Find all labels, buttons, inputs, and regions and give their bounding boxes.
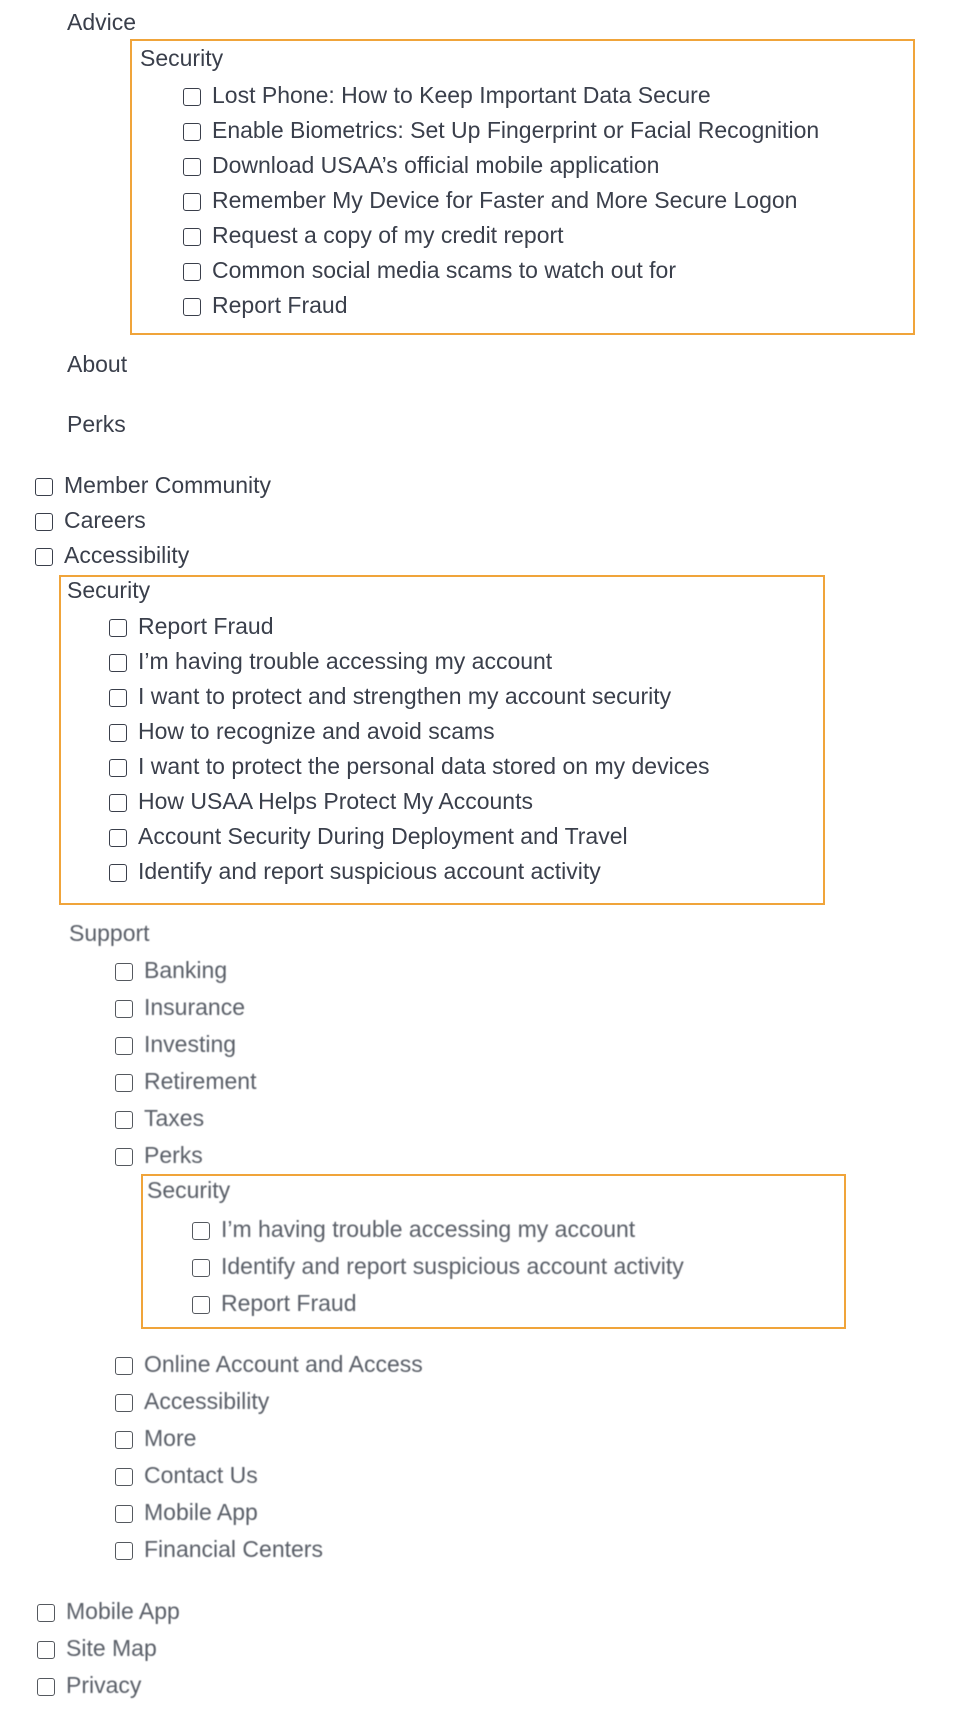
checkbox-item[interactable] xyxy=(183,150,659,180)
checkbox-label: Lost Phone: How to Keep Important Data Secure xyxy=(212,81,711,108)
checkbox-item[interactable] xyxy=(183,115,819,145)
checkbox[interactable] xyxy=(109,829,127,847)
checkbox-label: Mobile App xyxy=(66,1597,180,1624)
checkbox[interactable] xyxy=(183,193,201,211)
checkbox-item[interactable] xyxy=(183,220,564,250)
checkbox-item[interactable] xyxy=(115,1386,269,1416)
checkbox[interactable] xyxy=(115,1111,133,1129)
checkbox-item[interactable] xyxy=(109,821,628,851)
checkbox-item[interactable] xyxy=(115,992,245,1022)
checkbox-label: Accessibility xyxy=(64,541,190,568)
checkbox-label: Site Map xyxy=(66,1634,157,1661)
checkbox[interactable] xyxy=(192,1259,210,1277)
checkbox[interactable] xyxy=(115,1431,133,1449)
checkbox[interactable] xyxy=(115,1074,133,1092)
checkbox-label: I want to protect and strengthen my account security xyxy=(138,682,672,709)
checkbox-item[interactable] xyxy=(35,540,189,570)
checkbox-label: Account Security During Deployment and Travel xyxy=(138,822,628,849)
checkbox[interactable] xyxy=(35,478,53,496)
checkbox-item[interactable] xyxy=(192,1251,684,1281)
checkbox[interactable] xyxy=(35,513,53,531)
checkbox-label: Identify and report suspicious account activity xyxy=(221,1252,684,1279)
checkbox-label: Retirement xyxy=(144,1067,257,1094)
checkbox[interactable] xyxy=(115,1505,133,1523)
checkbox-label: How USAA Helps Protect My Accounts xyxy=(138,787,533,814)
checkbox-item[interactable] xyxy=(115,1460,258,1490)
checkbox-label: Member Community xyxy=(64,471,272,498)
checkbox-label: Investing xyxy=(144,1030,237,1057)
checkbox-item[interactable] xyxy=(115,1349,423,1379)
checkbox[interactable] xyxy=(192,1296,210,1314)
checkbox-item[interactable] xyxy=(115,955,227,985)
checkbox-label: Request a copy of my credit report xyxy=(212,221,564,248)
checkbox-label: Careers xyxy=(64,506,146,533)
checkbox-label: Download USAA’s official mobile application xyxy=(212,151,660,178)
checkbox-label: Financial Centers xyxy=(144,1535,323,1562)
checkbox-label: Banking xyxy=(144,956,228,983)
checkbox-label: Contact Us xyxy=(144,1461,258,1488)
checkbox-item[interactable] xyxy=(192,1214,635,1244)
checkbox-item[interactable] xyxy=(115,1423,196,1453)
checkbox-item[interactable] xyxy=(183,255,676,285)
checkbox[interactable] xyxy=(183,263,201,281)
checkbox-item[interactable] xyxy=(183,80,711,110)
checkbox-label: Report Fraud xyxy=(138,612,274,639)
checkbox[interactable] xyxy=(37,1604,55,1622)
checkbox-item[interactable] xyxy=(109,611,274,641)
checkbox[interactable] xyxy=(192,1222,210,1240)
checkbox[interactable] xyxy=(115,1542,133,1560)
checkbox-item[interactable] xyxy=(109,751,710,781)
checkbox[interactable] xyxy=(183,88,201,106)
checkbox-item[interactable] xyxy=(109,716,495,746)
checkbox-label: More xyxy=(144,1424,197,1451)
checkbox-label: Remember My Device for Faster and More Secure Logon xyxy=(212,186,798,213)
perks-heading: Perks xyxy=(67,411,126,437)
checkbox[interactable] xyxy=(109,794,127,812)
support-heading: Support xyxy=(69,920,150,946)
checkbox-item[interactable] xyxy=(35,505,146,535)
checkbox[interactable] xyxy=(183,298,201,316)
checkbox-label: Accessibility xyxy=(144,1387,270,1414)
checkbox-item[interactable] xyxy=(35,470,271,500)
checkbox-label: Insurance xyxy=(144,993,246,1020)
checkbox[interactable] xyxy=(109,619,127,637)
checkbox-item[interactable] xyxy=(109,856,601,886)
checkbox-item[interactable] xyxy=(109,681,671,711)
security-heading: Security xyxy=(67,577,151,603)
checkbox-item[interactable] xyxy=(109,646,552,676)
checkbox-label: I’m having trouble accessing my account xyxy=(221,1215,636,1242)
advice-security-heading: Security xyxy=(140,45,224,71)
checkbox[interactable] xyxy=(115,963,133,981)
advice-heading: Advice xyxy=(67,9,137,35)
checkbox-item[interactable] xyxy=(115,1103,204,1133)
support-security-heading: Security xyxy=(147,1177,231,1203)
checkbox[interactable] xyxy=(109,654,127,672)
checkbox-item[interactable] xyxy=(115,1066,256,1096)
checkbox-label: Mobile App xyxy=(144,1498,258,1525)
checkbox[interactable] xyxy=(109,864,127,882)
checkbox-label: Common social media scams to watch out for xyxy=(212,256,677,283)
checkbox[interactable] xyxy=(115,1394,133,1412)
checkbox-label: Report Fraud xyxy=(212,291,348,318)
checkbox[interactable] xyxy=(115,1000,133,1018)
checkbox-label: Report Fraud xyxy=(221,1289,357,1316)
checkbox-item[interactable] xyxy=(37,1670,141,1700)
checkbox-label: Enable Biometrics: Set Up Fingerprint or Facial Recognition xyxy=(212,116,820,143)
checkbox-item[interactable] xyxy=(183,185,797,215)
checkbox-label: Online Account and Access xyxy=(144,1350,423,1377)
checkbox-item[interactable] xyxy=(115,1140,203,1170)
checkbox[interactable] xyxy=(109,724,127,742)
checkbox[interactable] xyxy=(115,1357,133,1375)
checkbox-label: Privacy xyxy=(66,1671,142,1698)
checkbox-label: I’m having trouble accessing my account xyxy=(138,647,553,674)
checkbox-item[interactable] xyxy=(115,1029,236,1059)
checkbox[interactable] xyxy=(109,689,127,707)
about-heading: About xyxy=(67,351,128,377)
checkbox-label: I want to protect the personal data stored on my devices xyxy=(138,752,710,779)
checkbox[interactable] xyxy=(115,1148,133,1166)
checkbox-item[interactable] xyxy=(115,1534,323,1564)
checkbox-label: Identify and report suspicious account activity xyxy=(138,857,601,884)
checkbox-item[interactable] xyxy=(37,1633,157,1663)
checkbox-item[interactable] xyxy=(192,1288,357,1318)
checkbox-label: Taxes xyxy=(144,1104,205,1131)
checkbox-item[interactable] xyxy=(109,786,533,816)
checkbox[interactable] xyxy=(183,123,201,141)
checkbox-item[interactable] xyxy=(115,1497,258,1527)
checkbox[interactable] xyxy=(109,759,127,777)
checkbox[interactable] xyxy=(115,1037,133,1055)
checkbox-item[interactable] xyxy=(37,1596,180,1626)
checkbox[interactable] xyxy=(115,1468,133,1486)
checkbox[interactable] xyxy=(183,158,201,176)
checkbox[interactable] xyxy=(37,1678,55,1696)
checkbox[interactable] xyxy=(183,228,201,246)
checkbox[interactable] xyxy=(35,548,53,566)
checkbox-label: How to recognize and avoid scams xyxy=(138,717,495,744)
checkbox-item[interactable] xyxy=(183,290,348,320)
checkbox[interactable] xyxy=(37,1641,55,1659)
checkbox-label: Perks xyxy=(144,1141,203,1168)
